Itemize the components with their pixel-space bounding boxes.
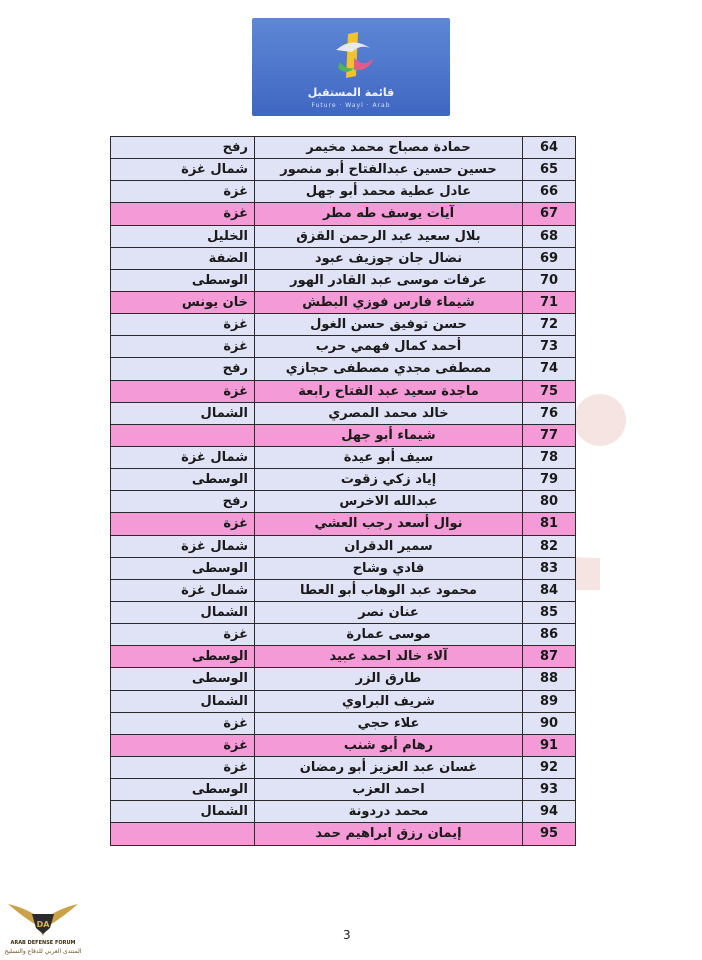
table-row <box>111 668 576 690</box>
row-number: 93 <box>523 779 576 801</box>
candidate-region: غزة <box>111 203 255 225</box>
candidate-name: فادي وشاح <box>255 557 523 579</box>
candidate-region <box>111 424 255 446</box>
table-row <box>111 734 576 756</box>
candidates-table <box>110 136 576 846</box>
candidate-name: حسن توفيق حسن الغول <box>255 314 523 336</box>
forum-watermark-logo <box>4 898 82 960</box>
row-number: 95 <box>523 823 576 845</box>
candidate-name: ماجدة سعيد عبد الفتاح رابعة <box>255 380 523 402</box>
candidate-name: سمير الدقران <box>255 535 523 557</box>
candidate-region: غزة <box>111 181 255 203</box>
table-row <box>111 358 576 380</box>
candidate-name: احمد العزب <box>255 779 523 801</box>
table-row <box>111 535 576 557</box>
candidate-region: غزة <box>111 756 255 778</box>
table-row <box>111 380 576 402</box>
logo-subtext: Future · Wayl · Arab <box>311 102 391 109</box>
candidate-name: عنان نصر <box>255 601 523 623</box>
candidate-name: عبدالله الاخرس <box>255 491 523 513</box>
candidate-name: رهام أبو شنب <box>255 734 523 756</box>
candidate-name: عادل عطية محمد أبو جهل <box>255 181 523 203</box>
row-number: 92 <box>523 756 576 778</box>
table-row <box>111 801 576 823</box>
candidate-name: طارق الزر <box>255 668 523 690</box>
row-number: 85 <box>523 601 576 623</box>
table-row <box>111 624 576 646</box>
table-row <box>111 291 576 313</box>
candidate-name: غسان عبد العزيز أبو رمضان <box>255 756 523 778</box>
candidate-region: الشمال <box>111 801 255 823</box>
candidate-region: الوسطى <box>111 668 255 690</box>
row-number: 89 <box>523 690 576 712</box>
candidate-region: الضفة <box>111 247 255 269</box>
logo-text: قائمة المستقبل <box>307 86 395 99</box>
row-number: 76 <box>523 402 576 424</box>
candidate-name: شيماء فارس فوزي البطش <box>255 291 523 313</box>
table-row <box>111 756 576 778</box>
table-row <box>111 137 576 159</box>
candidate-region: خان يونس <box>111 291 255 313</box>
candidate-name: آلاء خالد احمد عبيد <box>255 646 523 668</box>
row-number: 87 <box>523 646 576 668</box>
candidate-name: خالد محمد المصري <box>255 402 523 424</box>
candidate-region: غزة <box>111 734 255 756</box>
row-number: 73 <box>523 336 576 358</box>
table-row <box>111 225 576 247</box>
candidate-region: شمال غزة <box>111 159 255 181</box>
row-number: 82 <box>523 535 576 557</box>
row-number: 79 <box>523 469 576 491</box>
table-row <box>111 491 576 513</box>
table-row <box>111 513 576 535</box>
row-number: 94 <box>523 801 576 823</box>
row-number: 83 <box>523 557 576 579</box>
candidate-region: الوسطى <box>111 779 255 801</box>
candidate-name: محمود عبد الوهاب أبو العطا <box>255 579 523 601</box>
row-number: 69 <box>523 247 576 269</box>
table-row <box>111 402 576 424</box>
row-number: 71 <box>523 291 576 313</box>
row-number: 65 <box>523 159 576 181</box>
candidate-name: مصطفى مجدي مصطفى حجازي <box>255 358 523 380</box>
candidate-name: بلال سعيد عبد الرحمن القزق <box>255 225 523 247</box>
candidate-region: رفح <box>111 358 255 380</box>
table-row <box>111 557 576 579</box>
list-logo <box>252 18 450 116</box>
table-row <box>111 779 576 801</box>
table-row <box>111 424 576 446</box>
row-number: 66 <box>523 181 576 203</box>
table-row <box>111 336 576 358</box>
candidate-region: رفح <box>111 491 255 513</box>
row-number: 91 <box>523 734 576 756</box>
candidate-name: سيف أبو عيدة <box>255 446 523 468</box>
candidate-region: الخليل <box>111 225 255 247</box>
candidate-region <box>111 823 255 845</box>
table-row <box>111 712 576 734</box>
row-number: 64 <box>523 137 576 159</box>
candidate-name: حسين حسين عبدالفتاح أبو منصور <box>255 159 523 181</box>
row-number: 77 <box>523 424 576 446</box>
table-row <box>111 579 576 601</box>
table-row <box>111 159 576 181</box>
candidate-region: شمال غزة <box>111 446 255 468</box>
candidate-region: الشمال <box>111 690 255 712</box>
candidate-name: إياد زكي زقوت <box>255 469 523 491</box>
candidate-region: غزة <box>111 314 255 336</box>
row-number: 70 <box>523 269 576 291</box>
candidate-name: شيماء أبو جهل <box>255 424 523 446</box>
row-number: 80 <box>523 491 576 513</box>
row-number: 67 <box>523 203 576 225</box>
candidate-region: غزة <box>111 513 255 535</box>
eagle-emblem-icon <box>4 898 82 942</box>
row-number: 86 <box>523 624 576 646</box>
candidate-name: عرفات موسى عبد القادر الهور <box>255 269 523 291</box>
page-number: 3 <box>343 928 351 942</box>
candidate-region: الشمال <box>111 601 255 623</box>
table-row <box>111 269 576 291</box>
row-number: 90 <box>523 712 576 734</box>
table-row <box>111 469 576 491</box>
candidate-name: علاء حجي <box>255 712 523 734</box>
forum-name-en: ARAB DEFENSE FORUM <box>10 940 76 946</box>
candidate-region: الوسطى <box>111 469 255 491</box>
candidate-region: الوسطى <box>111 269 255 291</box>
row-number: 72 <box>523 314 576 336</box>
candidate-region: الوسطى <box>111 646 255 668</box>
forum-emblem-text: DA <box>36 920 50 929</box>
candidate-name: إيمان رزق ابراهيم حمد <box>255 823 523 845</box>
candidate-region: غزة <box>111 624 255 646</box>
candidate-region: رفح <box>111 137 255 159</box>
row-number: 78 <box>523 446 576 468</box>
table-row <box>111 690 576 712</box>
candidate-name: نوال أسعد رجب العشي <box>255 513 523 535</box>
table-row <box>111 181 576 203</box>
row-number: 81 <box>523 513 576 535</box>
candidate-name: آيات يوسف طه مطر <box>255 203 523 225</box>
row-number: 74 <box>523 358 576 380</box>
candidate-region: الشمال <box>111 402 255 424</box>
table-row <box>111 823 576 845</box>
candidate-region: شمال غزة <box>111 535 255 557</box>
candidate-name: شريف البراوي <box>255 690 523 712</box>
candidate-name: موسى عمارة <box>255 624 523 646</box>
candidate-region: غزة <box>111 712 255 734</box>
row-number: 68 <box>523 225 576 247</box>
forum-name-ar: المنتدى العربي للدفاع والتسليح <box>4 948 82 955</box>
table-row <box>111 203 576 225</box>
candidate-region: غزة <box>111 336 255 358</box>
candidate-region: غزة <box>111 380 255 402</box>
row-number: 84 <box>523 579 576 601</box>
candidate-name: حمادة مصباح محمد مخيمر <box>255 137 523 159</box>
candidate-name: محمد دردونة <box>255 801 523 823</box>
logo-emblem-icon <box>324 28 380 86</box>
table-row <box>111 446 576 468</box>
table-row <box>111 247 576 269</box>
candidate-name: أحمد كمال فهمي حرب <box>255 336 523 358</box>
table-row <box>111 601 576 623</box>
table-row <box>111 646 576 668</box>
candidate-region: الوسطى <box>111 557 255 579</box>
row-number: 75 <box>523 380 576 402</box>
row-number: 88 <box>523 668 576 690</box>
table-row <box>111 314 576 336</box>
candidate-region: شمال غزة <box>111 579 255 601</box>
candidate-name: نضال جان جوزيف عبود <box>255 247 523 269</box>
